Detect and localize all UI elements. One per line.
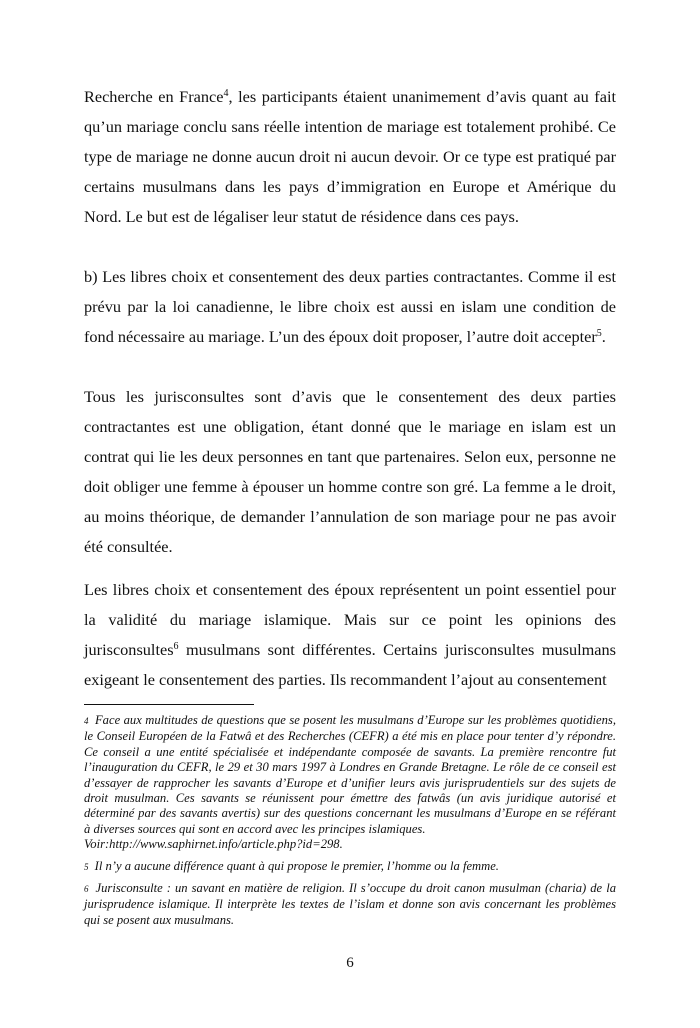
footnote-text: Jurisconsulte : un savant en matière de religion. Il s’occupe du droit canon musulman (charia) de la jurisprudence islamique. Il interprète les textes de l’islam et donne son avis concernant les problèmes qui se posent aux musulmans.	[84, 881, 616, 927]
paragraph-text: musulmans sont différentes. Certains jurisconsultes musulmans exigeant le consentement des parties. Ils recommandent l’ajout au consentement	[84, 640, 616, 689]
body-paragraph-1	[84, 82, 616, 232]
paragraph-text: .	[601, 327, 606, 346]
page-number: 6	[346, 955, 354, 971]
footnote-link[interactable]: Voir:http://www.saphirnet.info/article.php?id=298.	[84, 837, 343, 852]
paragraph-text: Les libres choix et consentement des époux représentent un point essentiel pour la validité du mariage islamique. Mais sur ce point les opinions des jurisconsultes	[84, 580, 616, 659]
footnote-5	[84, 859, 616, 875]
body-paragraph-3	[84, 382, 616, 562]
footnote-ref-4[interactable]: 4	[223, 88, 229, 99]
footnote-6	[84, 881, 616, 928]
paragraph-text: Recherche en France	[84, 87, 224, 106]
paragraph-text: Tous les jurisconsultes sont d’avis que le consentement des deux parties contractantes est une obligation, étant donné que le mariage en islam est un contrat qui lie les deux personnes en tant que partenaires. Selon eux, personne ne doit obliger une femme à épouser un homme contre son gré. La femme a le droit, au moins théorique, de demander l’annulation de son mariage pour ne pas avoir été consultée.	[84, 387, 616, 556]
footnote-ref-5[interactable]: 5	[596, 328, 602, 339]
paragraph-text: , les participants étaient unanimement d’avis quant au fait qu’un mariage conclu sans réelle intention de mariage est totalement prohibé. Ce type de mariage ne donne aucun droit ni aucun devoir. Or ce type est pratiqué par certains musulmans dans les pays d’immigration en Europe et Amérique du Nord. Le but est de légaliser leur statut de résidence dans ces pays.	[84, 87, 617, 226]
footnote-text: Face aux multitudes de questions que se posent les musulmans d’Europe sur les problèmes quotidiens, le Conseil Européen de la Fatwâ et des Recherches (CEFR) a été mis en place pour tenter d’y répondre. Ce conseil a une entité spécialisée et indépendante composée de savants. La première rencontre fut l’inauguration du CEFR, le 29 et 30 mars 1997 à Londres en Grande Bretagne. Le rôle de ce conseil est d’essayer de rapprocher les savants d’Europe et d’unifier leurs avis jurisprudentiels sur des sujets de droit musulman. Ces savants se réunissent pour émettre des fatwâs (un avis juridique autorisé et déterminé par des savants avertis) sur des questions concernant les musulmans d’Europe en se référant à diverses sources qui sont en accord avec les principes islamiques.	[84, 713, 616, 836]
footnote-number: 6	[84, 884, 89, 895]
footnote-number: 4	[84, 716, 89, 726]
footnotes	[84, 713, 616, 934]
footnote-separator	[84, 704, 254, 705]
footnote-4	[84, 713, 616, 853]
footnote-number: 5	[84, 861, 89, 872]
body-paragraph-4	[84, 575, 616, 695]
paragraph-text: b) Les libres choix et consentement des deux parties contractantes. Comme il est prévu par la loi canadienne, le libre choix est aussi en islam une condition de fond nécessaire au mariage. L’un des époux doit proposer, l’autre doit accepter	[84, 267, 616, 346]
body-paragraph-2	[84, 262, 616, 352]
footnote-text: Il n’y a aucune différence quant à qui propose le premier, l’homme ou la femme.	[94, 858, 499, 873]
footnote-ref-6[interactable]: 6	[173, 641, 179, 652]
